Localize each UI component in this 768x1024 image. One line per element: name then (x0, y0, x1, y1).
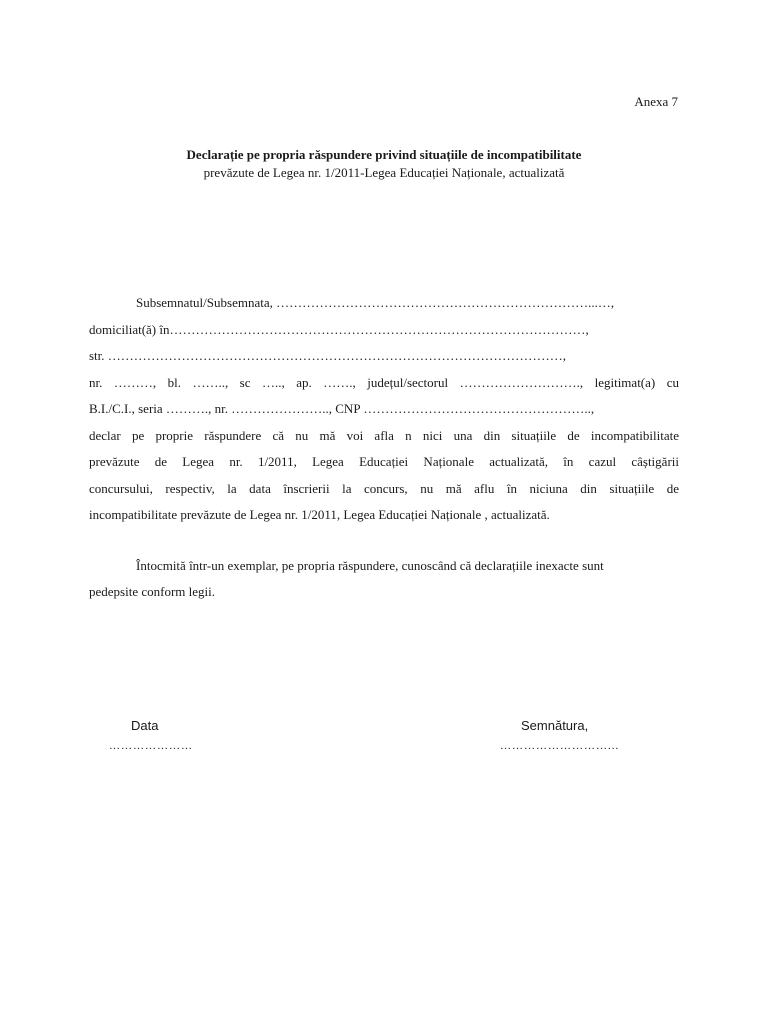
body-line-domicile: domiciliat(ă) în……………………………………………………………………………………, (89, 321, 589, 337)
closing-line-1: Întocmită într-un exemplar, pe propria răspundere, cunoscând că declarațiile inexacte sunt (136, 558, 604, 573)
body-line-declaration-4: incompatibilitate prevăzute de Legea nr. 1/2011, Legea Educației Naționale , actualizată. (89, 507, 550, 522)
body-line-id: B.I./C.I., seria ………., nr. ………………….., CNP …………………………………………….., (89, 401, 595, 416)
body-line-declaration-2: prevăzute de Legea nr. 1/2011, Legea Educației Naționale actualizată, în cazul câștigării (89, 454, 679, 469)
document-subtitle: prevăzute de Legea nr. 1/2011-Legea Educației Naționale, actualizată (203, 165, 565, 180)
body-line-declaration-1: declar pe proprie răspundere că nu mă voi afla n nici una din situațiile de incompatibilitate (89, 427, 679, 443)
date-label: Data (131, 718, 159, 733)
signature-dots: ………………………... (500, 740, 620, 752)
document-title: Declarație pe propria răspundere privind situațiile de incompatibilitate (186, 147, 582, 162)
closing-paragraph (89, 553, 679, 605)
body-line-street: str. ……………………………………………………………………………………………, (89, 348, 567, 363)
closing-line-2: pedepsite conform legii. (89, 584, 215, 599)
declaration-body (89, 290, 679, 529)
body-line-name: Subsemnatul/Subsemnata, ………………………………………………………………...…, (136, 295, 615, 310)
signature-label: Semnătura, (521, 718, 589, 733)
date-dots: ………………… (109, 740, 193, 752)
annex-label: Anexa 7 (634, 94, 678, 109)
body-line-declaration-3: concursului, respectiv, la data înscrierii la concurs, nu mă aflu în niciuna din situațiile de (89, 480, 679, 496)
body-line-address: nr. ………, bl. …….., sc ….., ap. ……., județul/sectorul ………………………., legitimat(a) cu (89, 374, 679, 390)
